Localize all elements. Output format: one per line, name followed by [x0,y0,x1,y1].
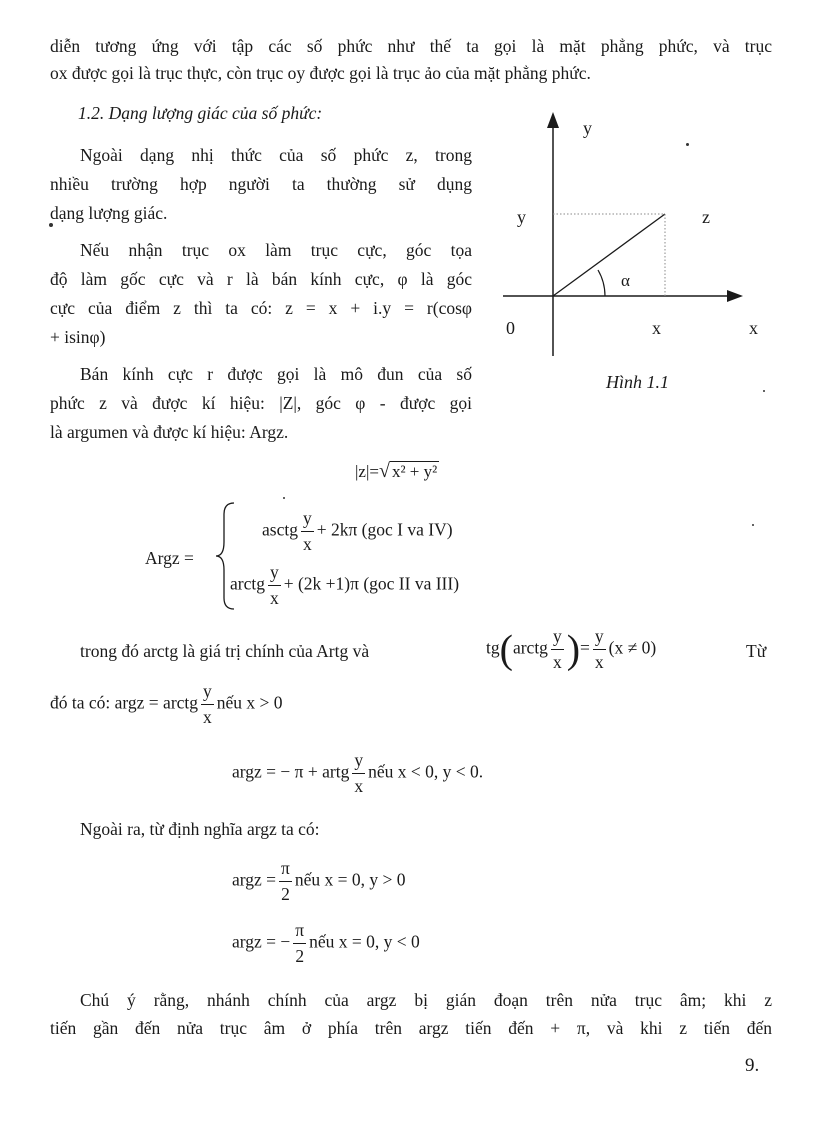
fraction-numerator: y [302,508,312,528]
fraction-numerator: y [203,681,212,701]
fraction-numerator: y [269,562,279,582]
case1-pre: asctg [262,519,298,540]
fraction-denominator: x [593,649,606,672]
modulus-eq: = [369,462,379,481]
f3-post: nếu x = 0, y > 0 [294,869,406,890]
formula-line-2 [232,752,483,795]
modulus-formula [355,460,439,483]
fraction-numerator: y [594,626,604,646]
scan-speck [752,524,754,526]
paragraph-3-line-1: Bán kính cực r được gọi là mô đun của số [80,364,472,384]
section-heading: 1.2. Dạng lượng giác của số phức: [78,103,323,123]
paragraph-2-line-4: + isinφ) [50,327,106,347]
formula-line-1 [50,683,283,726]
case1-post: + 2kπ (goc I va IV) [316,519,453,540]
ngoai-ra-line: Ngoài ra, từ định nghĩa argz ta có: [80,819,320,839]
scan-speck [49,223,53,227]
f1-post: nếu x > 0 [216,692,283,713]
trong-do-line-text: trong đó arctg là giá trị chính của Artg và [80,641,370,661]
scan-speck [686,143,689,146]
fraction-numerator: π [295,920,305,940]
trong-do-line-end: Từ [746,641,767,661]
paragraph-3-line-3: là argumen và được kí hiệu: Argz. [50,422,289,442]
fraction-pi-over-2 [279,860,292,903]
fraction-pi-over-2 [293,922,306,965]
f3-pre: argz = [232,869,277,890]
modulus-radicand: x² + y² [391,462,438,481]
argz-case-1 [262,510,453,553]
right-paren-icon: ) [566,626,581,672]
fraction-y-over-x [201,683,214,726]
paragraph-1-line-3: dạng lượng giác. [50,203,168,223]
fig-label-y-top: y [583,118,592,138]
paragraph-1-line-2: nhiều trường hợp người ta thường sử dụng [50,174,472,194]
fraction-y-over-x [593,628,606,671]
paragraph-2-line-3: cực của điểm z thì ta có: z = x + i.y = r(cosφ [50,298,472,318]
fig-label-x-axis: x [749,318,758,338]
tg-mid: = [580,637,590,658]
paragraph-2-line-2: độ làm gốc cực và r là bán kính cực, φ là góc [50,269,472,289]
complex-plane-figure [495,108,765,358]
left-paren-icon: ( [499,626,513,672]
fraction-denominator: x [301,531,314,554]
fraction-denominator: 2 [293,943,306,966]
f1-pre: argz = arctg [114,692,199,713]
case2-pre: arctg [230,573,265,594]
formula-line-4 [232,922,420,965]
tg-post: (x ≠ 0) [608,637,657,658]
x-axis-arrow-icon [727,290,743,302]
fraction-y-over-x [301,510,314,553]
argz-lhs: Argz = [145,548,194,568]
fig-label-x-mid: x [652,318,661,338]
f2-pre: argz = − π + artg [232,761,350,782]
modulus-lhs: |z| [355,462,370,481]
chu-y-line-1: Chú ý rằng, nhánh chính của argz bị gián đoạn trên nửa trục âm; khi z [80,990,772,1010]
sqrt-sign-icon: √ [378,460,390,482]
tg-inner: arctg [512,637,548,658]
f4-pre: argz = − [232,931,291,952]
fig-label-origin: 0 [506,318,515,338]
fig-label-z: z [702,207,710,227]
radius-line [553,214,665,296]
angle-arc [598,270,605,296]
intro-line-2: ox được gọi là trục thực, còn trục oy được gọi là trục ảo của mặt phẳng phức. [50,63,591,83]
case2-post: + (2k +1)π (goc II va III) [283,573,460,594]
paragraph-2-line-1: Nếu nhận trục ox làm trục cực, góc tọa [80,240,472,260]
y-axis-arrow-icon [547,112,559,128]
fraction-numerator: y [552,626,562,646]
do-ta-co: đó ta có: [50,692,111,713]
fraction-denominator: x [201,704,214,727]
tg-pre: tg [486,637,500,658]
fraction-numerator: π [281,858,290,878]
fraction-y-over-x [268,564,281,607]
page-number: 9. [745,1055,760,1076]
chu-y-line-2: tiến gần đến nửa trục âm ở phía trên argz tiến đến + π, và khi z tiến đến [50,1018,772,1038]
fraction-denominator: x [551,649,564,672]
fig-label-y-mid: y [517,207,526,227]
argz-case-2 [230,564,459,607]
figure-caption: Hình 1.1 [606,372,669,392]
fraction-denominator: 2 [279,881,292,904]
f4-post: nếu x = 0, y < 0 [309,931,420,952]
fraction-numerator: y [354,750,364,770]
tg-identity-formula [486,628,656,671]
paragraph-1-line-1: Ngoài dạng nhị thức của số phức z, trong [80,145,472,165]
fraction-denominator: x [352,773,365,796]
fig-label-alpha: α [621,271,630,290]
scan-speck [763,390,765,392]
f2-post: nếu x < 0, y < 0. [368,761,484,782]
paragraph-3-line-2: phức z và được kí hiệu: |Z|, góc φ - được gọi [50,393,472,413]
formula-line-3 [232,860,406,903]
scan-speck [283,497,285,499]
fraction-denominator: x [268,585,281,608]
fraction-y-over-x [352,752,365,795]
intro-line-1: diễn tương ứng với tập các số phức như thế ta gọi là mặt phẳng phức, và trục [50,36,772,56]
fraction-y-over-x [551,628,564,671]
